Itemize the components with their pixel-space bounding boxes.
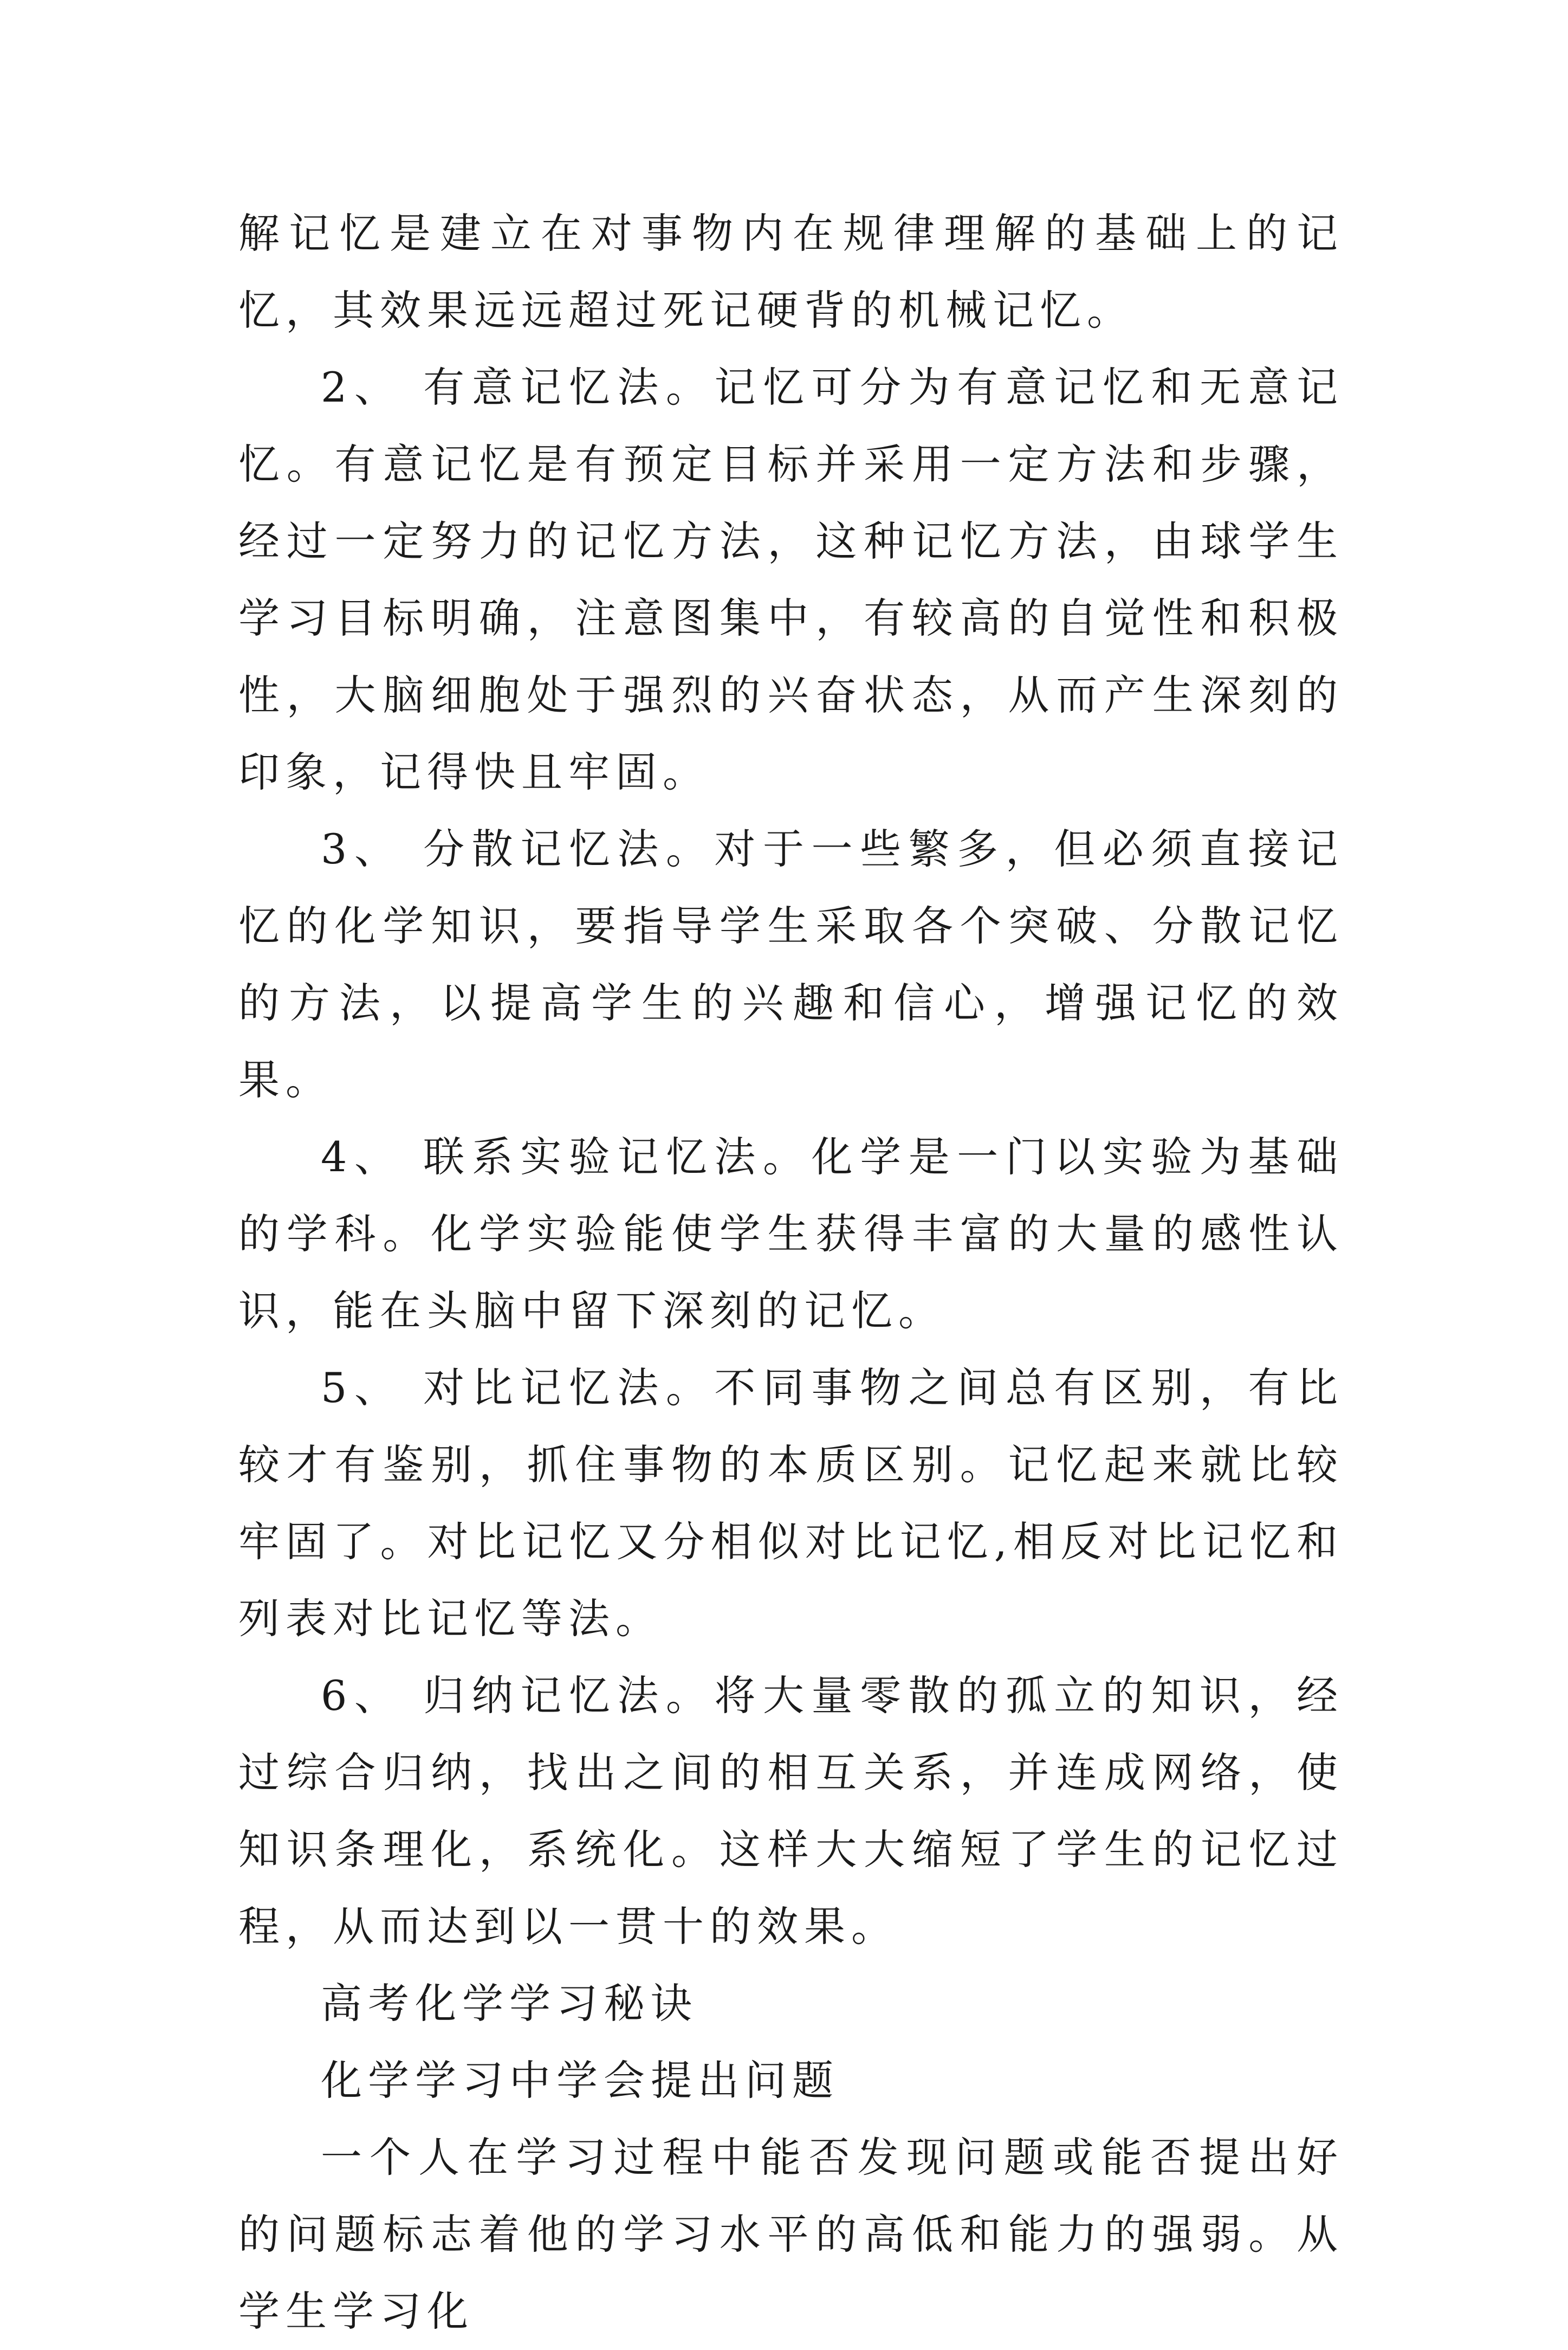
paragraph: 3、 分散记忆法。对于一些繁多，但必须直接记忆的化学知识，要指导学生采取各个突破、分散记忆的方法，以提高学生的兴趣和信心，增强记忆的效果。	[238, 825, 1344, 1104]
paragraph: 一个人在学习过程中能否发现问题或能否提出好的问题标志着他的学习水平的高低和能力的强弱。从学生学习化	[238, 2133, 1344, 2335]
paragraph: 解记忆是建立在对事物内在规律理解的基础上的记忆，其效果远远超过死记硬背的机械记忆。	[238, 209, 1344, 334]
paragraph: 6、 归纳记忆法。将大量零散的孤立的知识，经过综合归纳，找出之间的相互关系，并连成网络，使知识条理化，系统化。这样大大缩短了学生的记忆过程，从而达到以一贯十的效果。	[238, 1671, 1344, 1951]
paragraph: 5、 对比记忆法。不同事物之间总有区别，有比较才有鉴别，抓住事物的本质区别。记忆起来就比较牢固了。对比记忆又分相似对比记忆,相反对比记忆和列表对比记忆等法。	[238, 1364, 1344, 1643]
paragraph: 2、 有意记忆法。记忆可分为有意记忆和无意记忆。有意记忆是有预定目标并采用一定方法和步骤，经过一定努力的记忆方法，这种记忆方法，由球学生学习目标明确，注意图集中，有较高的自觉性和积极性，大脑细胞处于强烈的兴奋状态，从而产生深刻的印象，记得快且牢固。	[238, 363, 1344, 796]
body-text	[238, 195, 1344, 2350]
paragraph: 4、 联系实验记忆法。化学是一门以实验为基础的学科。化学实验能使学生获得丰富的大量的感性认识，能在头脑中留下深刻的记忆。	[238, 1133, 1344, 1335]
subsection-heading: 化学学习中学会提出问题	[321, 2056, 839, 2104]
section-heading: 高考化学学习秘诀	[321, 1979, 698, 2028]
